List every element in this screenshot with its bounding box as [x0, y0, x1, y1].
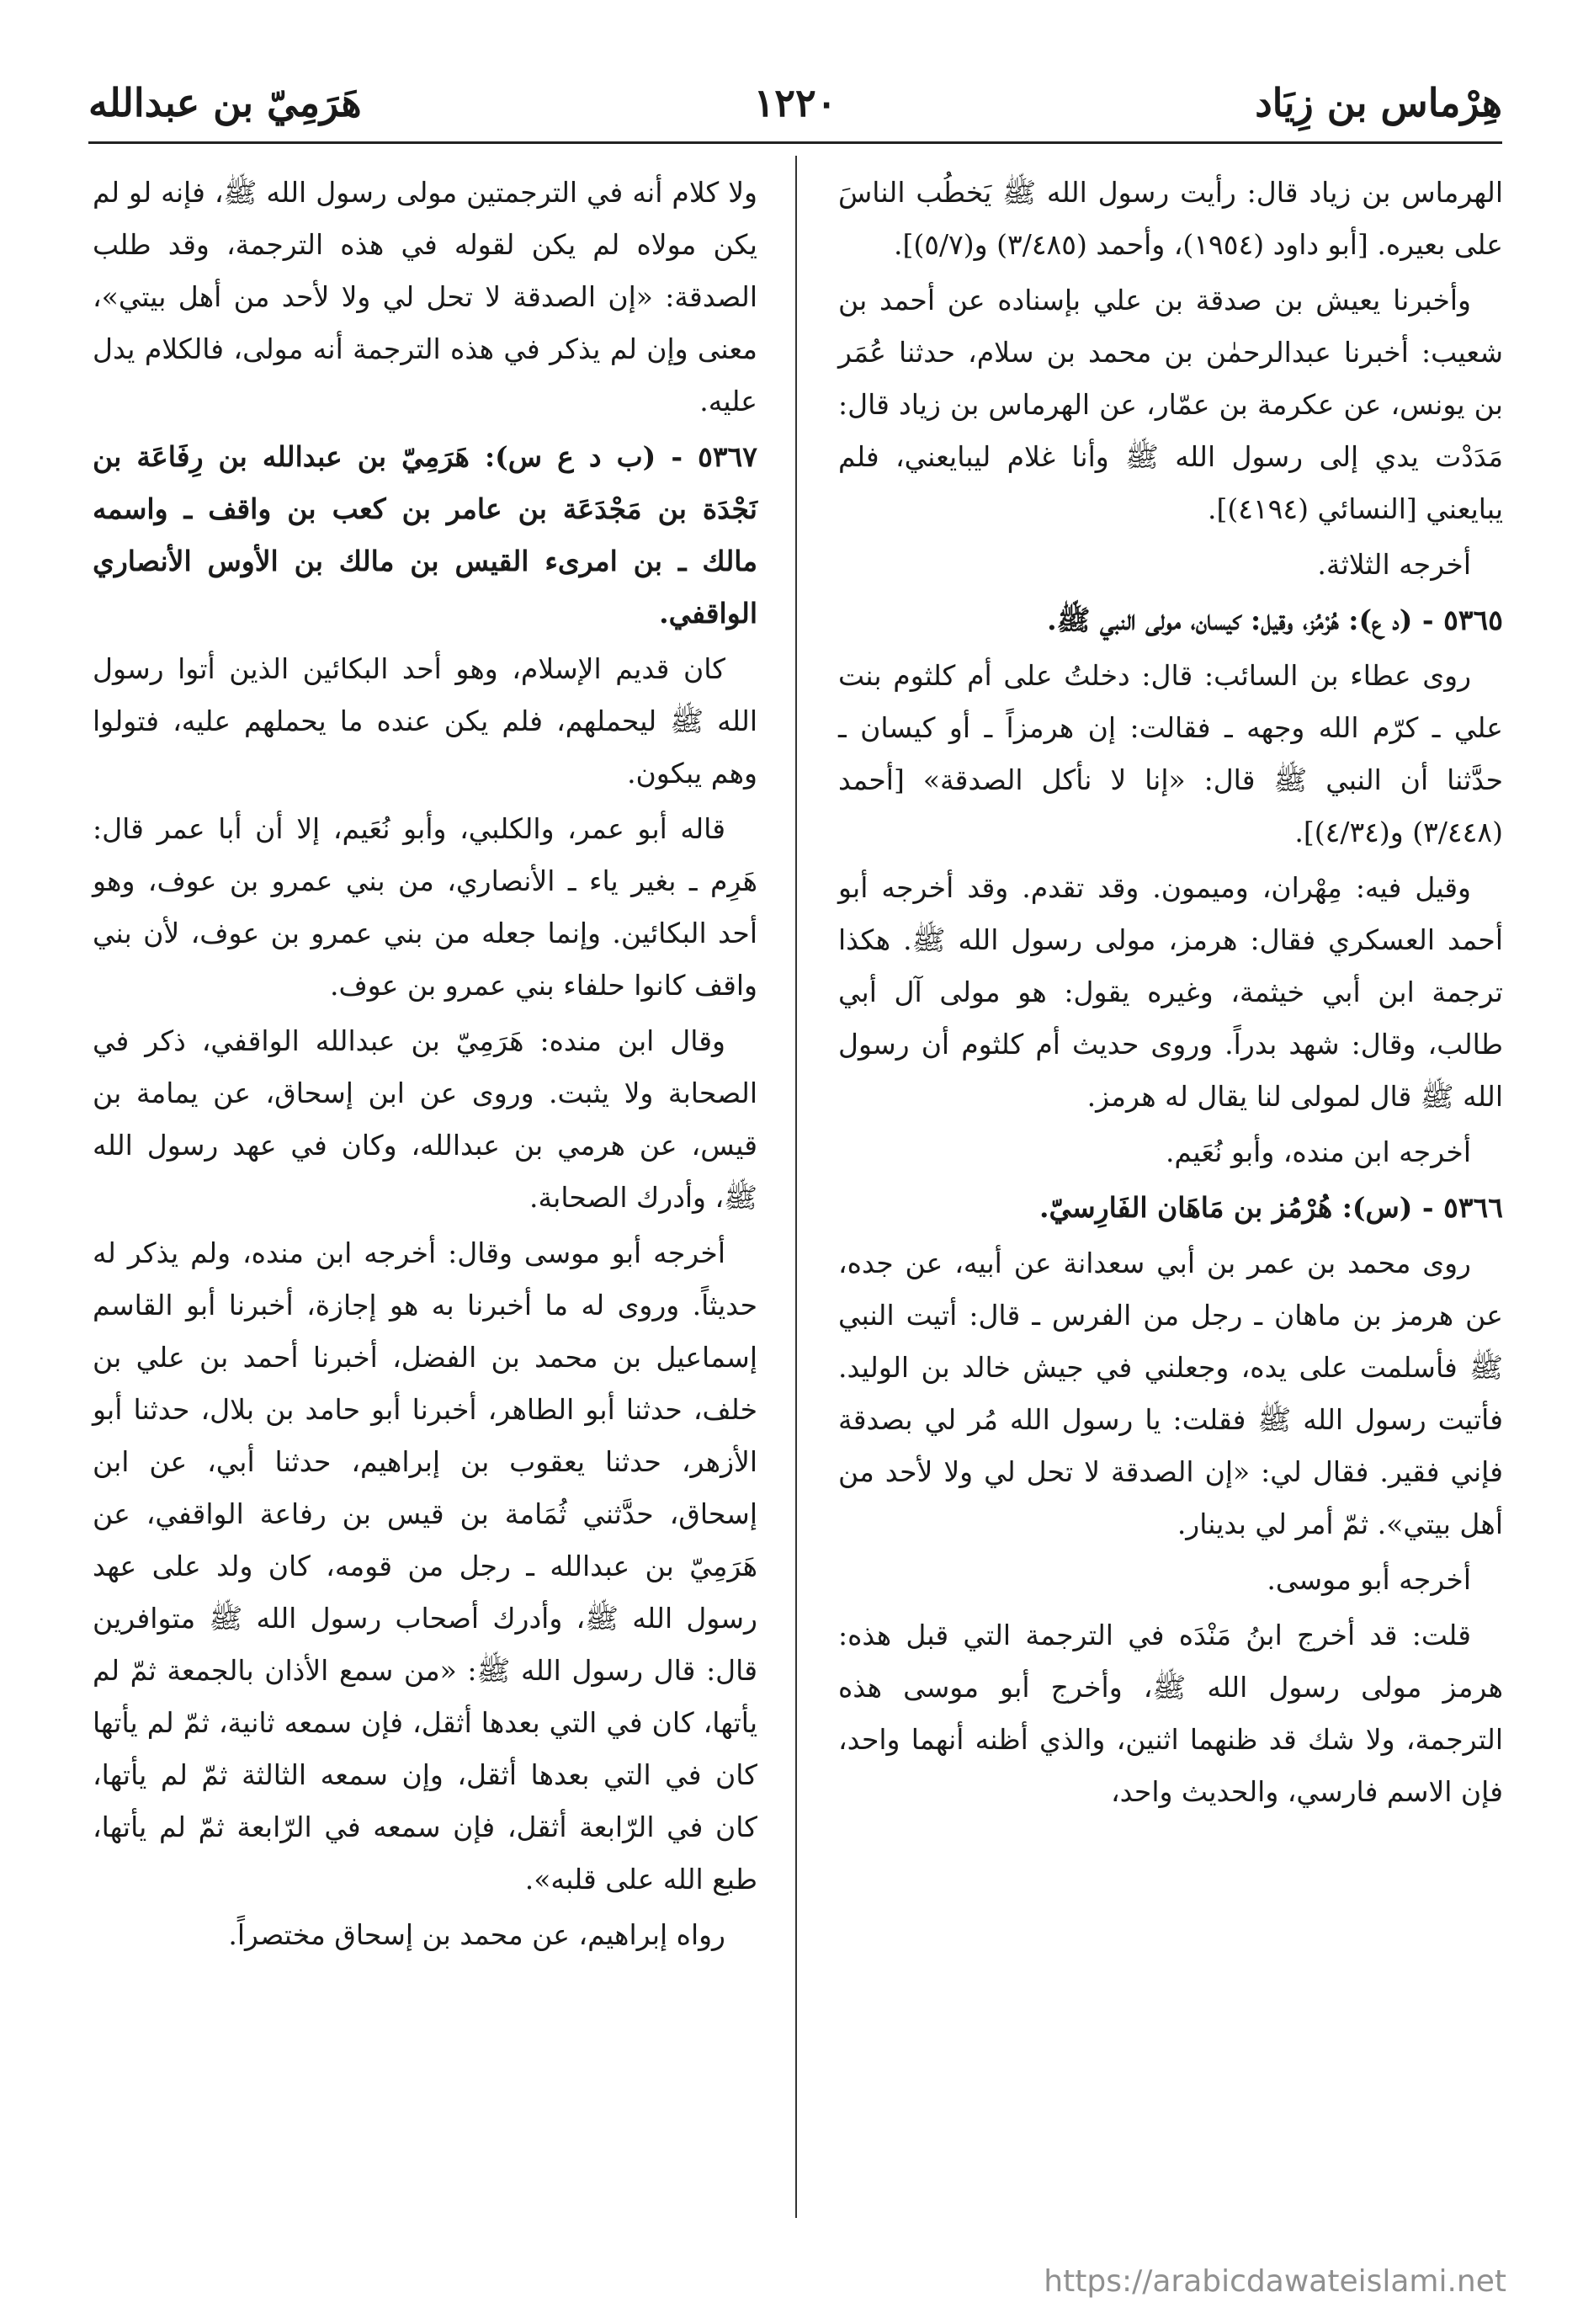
paragraph: أخرجه أبو موسى وقال: أخرجه ابن منده، ولم يذكر له حديثاً. وروى له ما أخبرنا به هو إجازة، أخبرنا أبو القاسم إسماعيل بن محمد بن الفضل، أخبرنا أحمد بن علي بن خلف، حدثنا أبو الطاهر، أخبرنا أبو حامد بن بلال، حدثنا أبو الأزهر، حدثنا يعقوب بن إبراهيم، حدثنا أبي، عن ابن إسحاق، حدَّثني ثُمَامة بن قيس بن رفاعة الواقفي، عن هَرَمِيّ بن عبدالله ـ رجل من قومه، كان ولد على عهد رسول الله ﷺ، وأدرك أصحاب رسول الله ﷺ متوافرين قال: قال رسول الله ﷺ: «من سمع الأذان بالجمعة ثمّ لم يأتها، كان في التي بعدها أثقل، فإن سمعه ثانية، ثمّ لم يأتها كان في التي بعدها أثقل، وإن سمعه الثالثة ثمّ لم يأتها، كان في الرّابعة أثقل، فإن سمعه في الرّابعة ثمّ لم يأتها، طبع الله على قلبه».: [93, 1236, 757, 1896]
paragraph: وقال ابن منده: هَرَمِيّ بن عبدالله الواقفي، ذكر في الصحابة ولا يثبت. وروى عن ابن إسحاق، عن يمامة بن قيس، عن هرمي بن عبدالله، وكان في عهد رسول الله ﷺ، وأدرك الصحابة.: [93, 1024, 757, 1214]
paragraph: أخرجه أبو موسى.: [1267, 1563, 1471, 1596]
header-rule: [88, 141, 1502, 144]
entry-heading-5365: ٥٣٦٥ - (د ع): هُرْمُز، وقيل: كيسان، مولى النبي ﷺ.: [1047, 604, 1503, 636]
paragraph: روى محمد بن عمر بن أبي سعدانة عن أبيه، عن جده، عن هرمز بن ماهان ـ رجل من الفرس ـ قال: أتيت النبي ﷺ فأسلمت على يده، وجعلني في جيش خالد بن الوليد. فأتيت رسول الله ﷺ فقلت: يا رسول الله مُر لي بصدقة فإني فقير. فقال لي: «إن الصدقة لا تحل لي ولا لأحد من أهل بيتي». ثمّ أمر لي بدينار.: [838, 1247, 1503, 1540]
right-column: [838, 167, 1503, 1821]
entry-heading-5367: ٥٣٦٧ - (ب د ع س): هَرَمِيّ بن عبدالله بن رِفَاعَة بن نَجْدَة بن مَجْدَعَة بن عامر بن كعب بن واقف ـ واسمه مالك ـ بن امرىء القيس بن مالك بن الأوس الأنصاري الواقفي.: [93, 440, 757, 630]
page-number: ١٢٢٠: [753, 80, 837, 125]
running-title-right: هِرْماس بن زِيَاد: [1255, 80, 1502, 125]
running-title-left: هَرَمِيّ بن عبدالله: [88, 80, 362, 125]
paragraph: وأخبرنا يعيش بن صدقة بن علي بإسناده عن أحمد بن شعيب: أخبرنا عبدالرحمٰن بن محمد بن سلام، حدثنا عُمَر بن يونس، عن عكرمة بن عمّار، عن الهرماس بن زياد قال: مَدَدْت يدي إلى رسول الله ﷺ وأنا غلام ليبايعني، فلم يبايعني [النسائي (٤١٩٤)].: [838, 284, 1503, 525]
paragraph: أخرجه الثلاثة.: [1317, 548, 1471, 581]
paragraph: أخرجه ابن منده، وأبو نُعَيم.: [1165, 1135, 1471, 1168]
paragraph: روى عطاء بن السائب: قال: دخلتُ على أم كلثوم بنت علي ـ كرّم الله وجهه ـ فقالت: إن هرمزاً ـ أو كيسان ـ حدَّثنا أن النبي ﷺ قال: «إنا لا نأكل الصدقة» [أحمد (٣/٤٤٨) و(٤/٣٤)].: [838, 659, 1503, 848]
left-column: [93, 167, 757, 1965]
paragraph: رواه إبراهيم، عن محمد بن إسحاق مختصراً.: [228, 1918, 725, 1951]
paragraph: قاله أبو عمر، والكلبي، وأبو نُعَيم، إلا أن أبا عمر قال: هَرِم ـ بغير ياء ـ الأنصاري، من بني عمرو بن عوف، وهو أحد البكائين. وإنما جعله من بني عمرو بن عوف، لأن بني واقف كانوا حلفاء بني عمرو بن عوف.: [93, 812, 757, 1002]
page-header: [88, 80, 1502, 139]
paragraph: الهرماس بن زياد قال: رأيت رسول الله ﷺ يَخطُب الناسَ على بعيره. [أبو داود (١٩٥٤)، وأحمد (٣/٤٨٥) و(٥/٧)].: [838, 176, 1503, 261]
entry-heading-5366: ٥٣٦٦ - (س): هُرْمُز بن مَاهَان الفَارِسيّ.: [1039, 1191, 1503, 1224]
paragraph: قلت: قد أخرج ابنُ مَنْدَه في الترجمة التي قبل هذه: هرمز مولى رسول الله ﷺ، وأخرج أبو موسى هذه الترجمة، ولا شك قد ظنهما اثنين، والذي أظنه أنهما واحد، فإن الاسم فارسي، والحديث واحد،: [838, 1619, 1503, 1808]
watermark-url: https://arabicdawateislami.net: [1044, 2264, 1506, 2299]
paragraph: ولا كلام أنه في الترجمتين مولى رسول الله ﷺ، فإنه لو لم يكن مولاه لم يكن لقوله في هذه الترجمة، وقد طلب الصدقة: «إن الصدقة لا تحل لي ولا لأحد من أهل بيتي»، معنى وإن لم يذكر في هذه الترجمة أنه مولى، فالكلام يدل عليه.: [93, 176, 757, 417]
paragraph: كان قديم الإسلام، وهو أحد البكائين الذين أتوا رسول الله ﷺ ليحملهم، فلم يكن عنده ما يحملهم عليه، فتولوا وهم يبكون.: [93, 652, 757, 790]
column-divider: [795, 156, 797, 2218]
paragraph: وقيل فيه: مِهْران، وميمون. وقد تقدم. وقد أخرجه أبو أحمد العسكري فقال: هرمز، مولى رسول الله ﷺ. هكذا ترجمة ابن أبي خيثمة، وغيره يقول: هو مولى آل أبي طالب، وقال: شهد بدراً. وروى حديث أم كلثوم أن رسول الله ﷺ قال لمولى لنا يقال له هرمز.: [838, 871, 1503, 1113]
